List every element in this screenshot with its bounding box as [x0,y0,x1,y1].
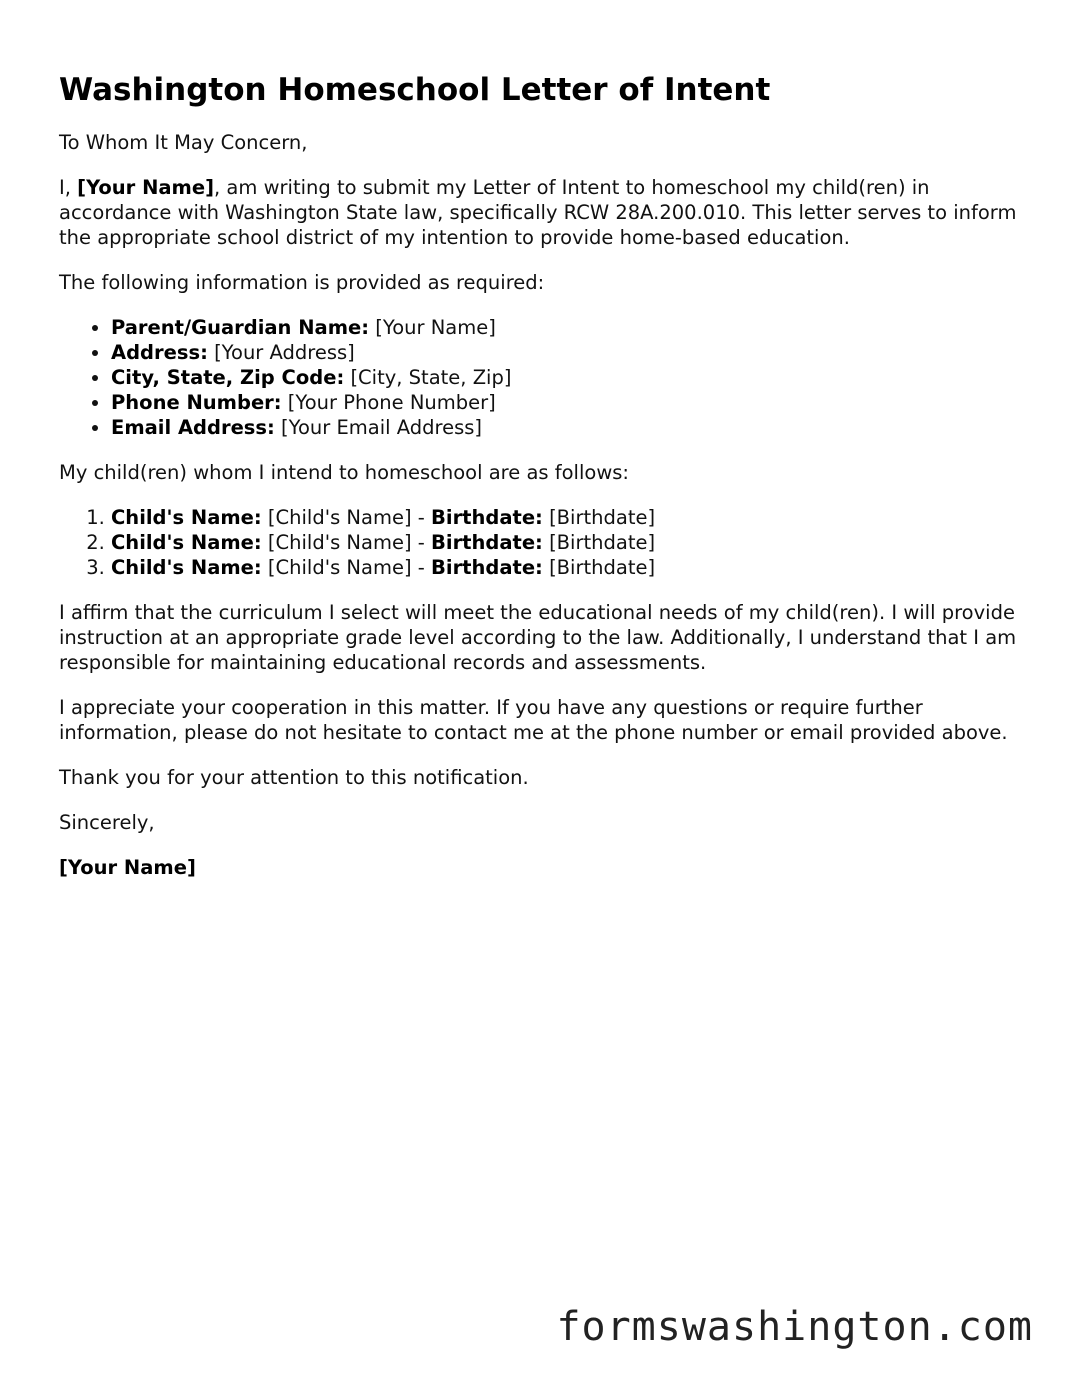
info-label: City, State, Zip Code: [111,366,345,389]
affirm-paragraph: I affirm that the curriculum I select will meet the educational needs of my child(ren). I will provide instruction at an appropriate grade level according to the law. Additionally, I understand that I am responsible for maintaining educational records and assessments. [59,601,1017,674]
info-label: Address: [111,341,208,364]
child-birthdate-label: Birthdate: [431,531,543,554]
intro-paragraph [59,175,1019,250]
info-item-parent-name [111,315,1019,340]
thanks-paragraph: Thank you for your attention to this notification. [59,766,529,789]
child-name-value: [Child's Name] [267,506,412,529]
child-separator: - [411,531,432,554]
info-label: Email Address: [111,416,275,439]
signature-line [59,855,1019,880]
info-value: [Your Name] [375,316,496,339]
child-name-value: [Child's Name] [267,556,412,579]
signature-name-placeholder: [Your Name] [59,856,196,879]
child-item [111,530,1019,555]
site-watermark: formswashington.com [556,1304,1033,1350]
child-item [111,555,1019,580]
info-item-address [111,340,1019,365]
info-intro: The following information is provided as required: [59,271,545,294]
info-item-email [111,415,1019,440]
info-label: Phone Number: [111,391,282,414]
child-birthdate-label: Birthdate: [431,506,543,529]
child-birthdate-label: Birthdate: [431,556,543,579]
child-name-value: [Child's Name] [267,531,412,554]
child-separator: - [411,506,432,529]
child-name-label: Child's Name: [111,506,262,529]
child-item [111,505,1019,530]
child-name-label: Child's Name: [111,556,262,579]
appreciate-paragraph: I appreciate your cooperation in this matter. If you have any questions or require further information, please do not hesitate to contact me at the phone number or email provided above. [59,696,1008,744]
info-value: [Your Email Address] [281,416,483,439]
document-title: Washington Homeschool Letter of Intent [59,72,771,108]
children-intro: My child(ren) whom I intend to homeschool are as follows: [59,461,630,484]
info-label: Parent/Guardian Name: [111,316,370,339]
child-name-label: Child's Name: [111,531,262,554]
info-item-city-state-zip [111,365,1019,390]
child-birthdate-value: [Birthdate] [549,506,656,529]
closing: Sincerely, [59,811,155,834]
letter-document [59,70,1019,900]
info-item-phone [111,390,1019,415]
children-list [59,505,1019,580]
intro-text: , am writing to submit my Letter of Intent to homeschool my child(ren) in accordance with Washington State law, specifically RCW 28A.200.010. This letter serves to inform the appropriate school district of my intention to provide home-based education. [59,176,1017,249]
info-value: [Your Address] [214,341,355,364]
child-separator: - [411,556,432,579]
greeting: To Whom It May Concern, [59,131,308,154]
info-list [59,315,1019,440]
intro-prefix: I, [59,176,78,199]
info-value: [Your Phone Number] [287,391,496,414]
info-value: [City, State, Zip] [350,366,512,389]
child-birthdate-value: [Birthdate] [549,531,656,554]
intro-name-placeholder: [Your Name] [77,176,215,199]
child-birthdate-value: [Birthdate] [549,556,656,579]
